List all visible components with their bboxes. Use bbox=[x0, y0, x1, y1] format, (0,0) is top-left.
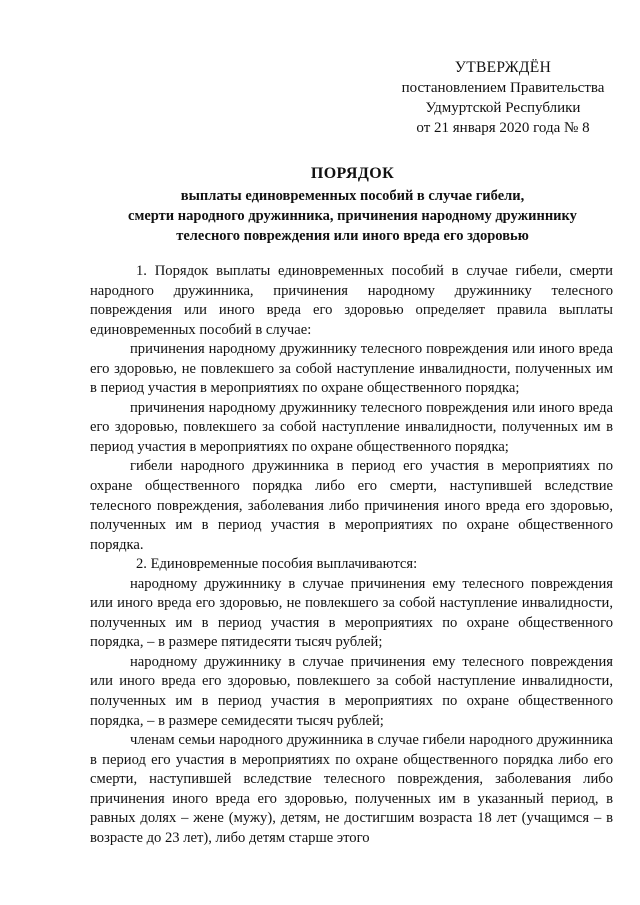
document-title: ПОРЯДОК bbox=[310, 165, 395, 182]
document-title-block bbox=[60, 162, 640, 246]
document-body bbox=[90, 262, 613, 848]
approval-line: постановлением Правительства bbox=[401, 80, 605, 96]
approval-stamp bbox=[388, 58, 618, 138]
approval-line: Удмуртской Республики bbox=[425, 100, 581, 116]
document-subtitle-line: выплаты единовременных пособий в случае гибели, bbox=[180, 188, 525, 204]
paragraph-item: гибели народного дружинника в период его участия в мероприятиях по охране общественного порядка либо его смерти, наступившей вследствие телесного повреждения, заболевания либо причинения иного вреда его здоровью, полученных им в период участия в мероприятиях по охране общественного порядка. bbox=[90, 458, 613, 553]
approval-date: от 21 января 2020 года № 8 bbox=[416, 120, 590, 136]
paragraph-item: причинения народному дружиннику телесного повреждения или иного вреда его здоровью, повлекшего за собой наступление инвалидности, полученных им в период участия в мероприятиях по охране общественного порядка; bbox=[90, 399, 613, 455]
document-subtitle-line: смерти народного дружинника, причинения народному дружиннику bbox=[128, 208, 577, 224]
paragraph-clause-1: 1. Порядок выплаты единовременных пособий в случае гибели, смерти народного дружинника, причинения народному дружиннику телесного повреждения или иного вреда его здоровью определяет правила выплаты единовременных пособий в случае: bbox=[90, 263, 613, 338]
paragraph-item: причинения народному дружиннику телесного повреждения или иного вреда его здоровью, не повлекшего за собой наступление инвалидности, полученных им в период участия в мероприятиях по охране общественного порядка; bbox=[90, 341, 613, 397]
paragraph-item: народному дружиннику в случае причинения ему телесного повреждения или иного вреда его здоровью, не повлекшего за собой наступление инвалидности, полученных им в период участия в мероприятиях по охране общественного порядка, – в размере пятидесяти тысяч рублей; bbox=[90, 575, 613, 651]
paragraph-item: народному дружиннику в случае причинения ему телесного повреждения или иного вреда его здоровью, повлекшего за собой наступление инвалидности, полученных им в период участия в мероприятиях по охране общественного порядка, – в размере семидесяти тысяч рублей; bbox=[90, 653, 613, 729]
paragraph-clause-2: 2. Единовременные пособия выплачиваются: bbox=[136, 556, 418, 573]
paragraph-item: членам семьи народного дружинника в случае гибели народного дружинника в период его участия в мероприятиях по охране общественного порядка либо его смерти, наступившей вследствие телесного повреждения, заболевания либо причинения иного вреда его здоровью, полученных им в указанный период, в равных долях – жене (мужу), детям, не достигшим возраста 18 лет (учащимся – в возрасте до 23 лет), либо детям старше этого bbox=[90, 732, 613, 846]
document-subtitle-line: телесного повреждения или иного вреда его здоровью bbox=[176, 228, 529, 244]
approval-heading: УТВЕРЖДЁН bbox=[454, 59, 552, 76]
